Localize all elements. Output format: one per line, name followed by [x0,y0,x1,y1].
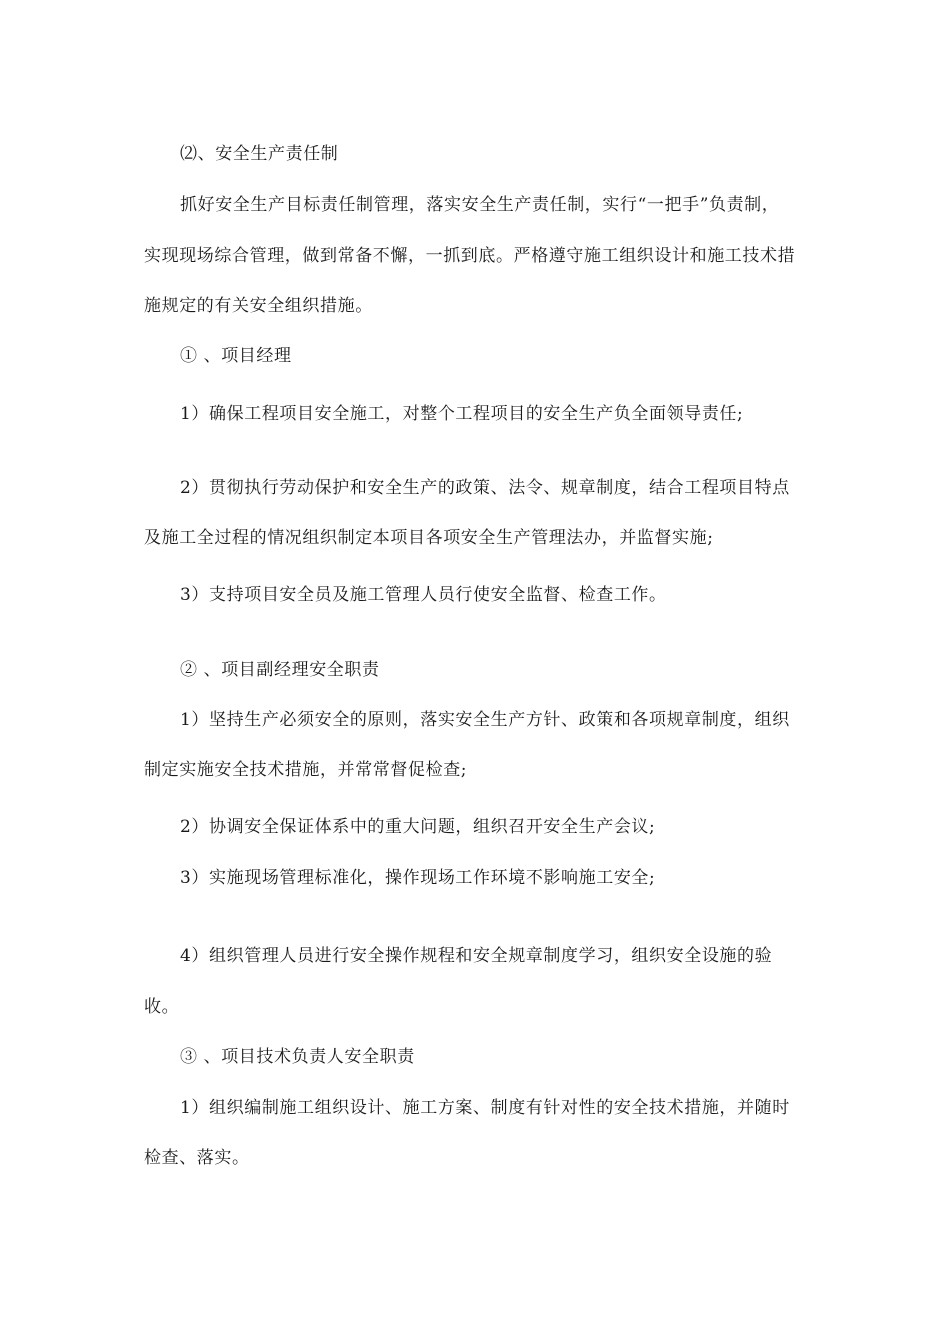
deputy-item-4-line-2: 收。 [144,997,180,1017]
deputy-item-1-line-1: 1）坚持生产必须安全的原则，落实安全生产方针、政策和各项规章制度，组织 [180,710,790,730]
intro-line-1: 抓好安全生产目标责任制管理，落实安全生产责任制，实行“一把手”负责制， [180,195,780,215]
intro-line-3: 施规定的有关安全组织措施。 [144,296,373,316]
manager-item-3: 3）支持项目安全员及施工管理人员行使安全监督、检查工作。 [180,585,667,605]
manager-item-2-line-1: 2）贯彻执行劳动保护和安全生产的政策、法令、规章制度，结合工程项目特点 [180,478,790,498]
tech-item-1-line-2: 检查、落实。 [144,1148,250,1168]
deputy-item-3: 3）实施现场管理标准化，操作现场工作环境不影响施工安全; [180,868,656,888]
manager-item-2-line-2: 及施工全过程的情况组织制定本项目各项安全生产管理法办，并监督实施; [144,528,714,548]
deputy-heading: ② 、项目副经理安全职责 [180,660,380,680]
deputy-item-1-line-2: 制定实施安全技术措施，并常常督促检查; [144,760,468,780]
manager-heading: ① 、项目经理 [180,346,292,366]
section-heading: ⑵、安全生产责任制 [180,144,339,164]
tech-item-1-line-1: 1）组织编制施工组织设计、施工方案、制度有针对性的安全技术措施，并随时 [180,1098,790,1118]
intro-line-2: 实现现场综合管理，做到常备不懈，一抓到底。严格遵守施工组织设计和施工技术措 [144,246,796,266]
deputy-item-2: 2）协调安全保证体系中的重大问题，组织召开安全生产会议; [180,817,656,837]
deputy-item-4-line-1: 4）组织管理人员进行安全操作规程和安全规章制度学习，组织安全设施的验 [180,946,773,966]
manager-item-1: 1）确保工程项目安全施工，对整个工程项目的安全生产负全面领导责任; [180,404,744,424]
tech-heading: ③ 、项目技术负责人安全职责 [180,1047,415,1067]
